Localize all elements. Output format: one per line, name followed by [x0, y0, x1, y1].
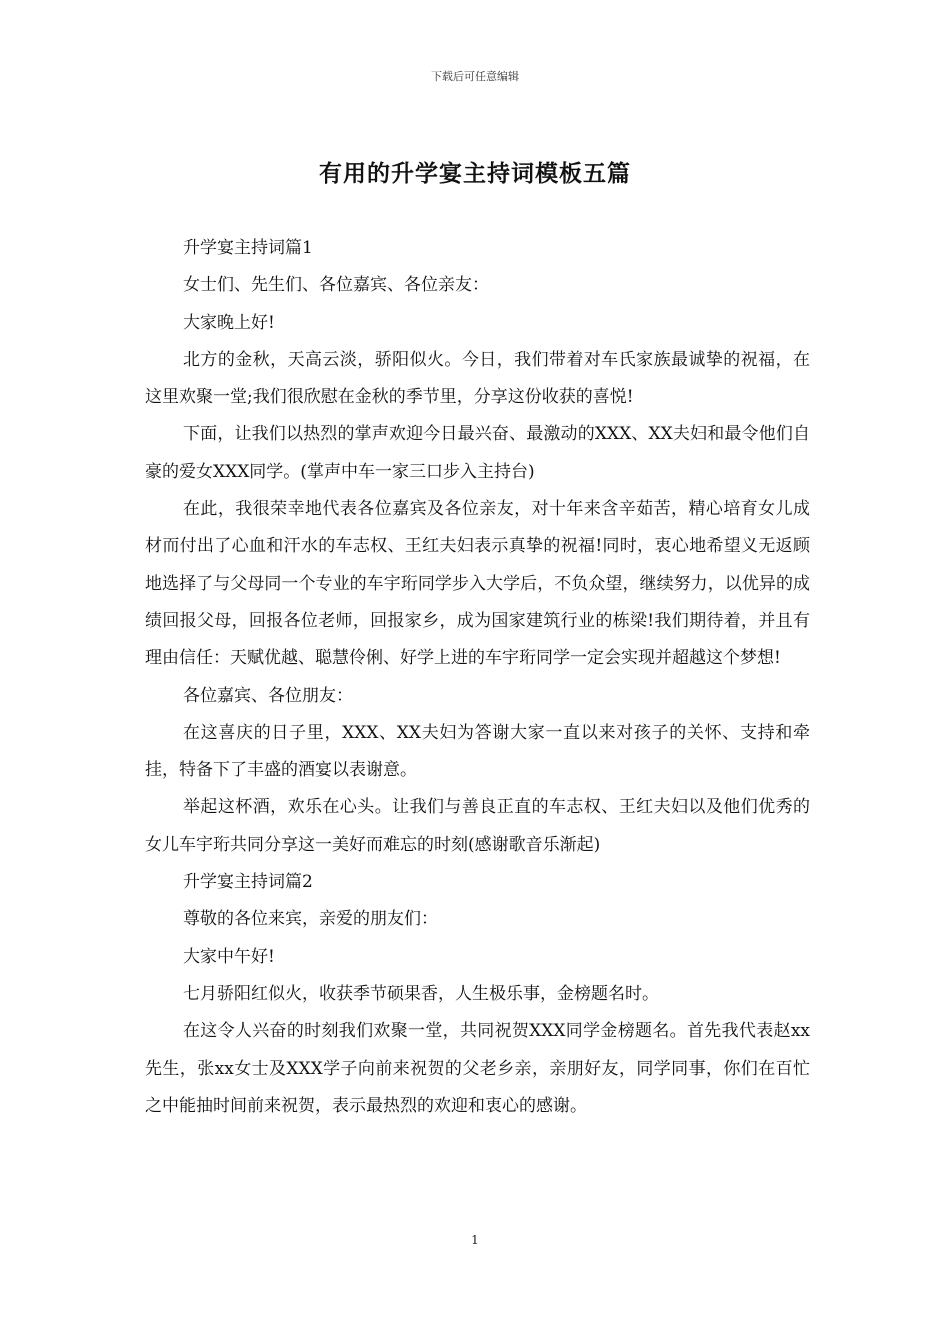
page-number: 1: [471, 1233, 479, 1247]
paragraph: 大家中午好!: [183, 946, 275, 967]
paragraph: 七月骄阳红似火，收获季节硕果香，人生极乐事，金榜题名时。: [183, 983, 659, 1004]
paragraph: 大家晚上好!: [183, 312, 275, 333]
paragraph: 下面，让我们以热烈的掌声欢迎今日最兴奋、最激动的XXX、XX夫妇和最令他们自豪的爱女XXX同学。(掌声中车一家三口步入主持台): [145, 424, 810, 482]
paragraph: 各位嘉宾、各位朋友：: [183, 685, 353, 706]
paragraph: 在这令人兴奋的时刻我们欢聚一堂，共同祝贺XXX同学金榜题名。首先我代表赵xx先生，张xx女士及XXX学子向前来祝贺的父老乡亲，亲朋好友，同学同事，你们在百忙之中能抽时间前来祝贺，表示最热烈的欢迎和衷心的感谢。: [145, 1021, 810, 1116]
paragraph: 尊敬的各位来宾，亲爱的朋友们：: [183, 909, 438, 930]
section-heading: 升学宴主持词篇1: [183, 238, 313, 258]
paragraph: 在此，我很荣幸地代表各位嘉宾及各位亲友，对十年来含辛茹苦，精心培育女儿成材而付出了心血和汗水的车志权、王红夫妇表示真挚的祝福!同时，衷心地希望义无返顾地选择了与父母同一个专业的车宇珩同学步入大学后，不负众望，继续努力，以优异的成绩回报父母，回报各位老师，回报家乡，成为国家建筑行业的栋梁!我们期待着，并且有理由信任：天赋优越、聪慧伶俐、好学上进的车宇珩同学一定会实现并超越这个梦想!: [145, 499, 810, 669]
document-body: [145, 230, 810, 1125]
header-note: 下载后可任意编辑: [431, 70, 519, 83]
paragraph: 在这喜庆的日子里，XXX、XX夫妇为答谢大家一直以来对孩子的关怀、支持和牵挂，特备下了丰盛的酒宴以表谢意。: [145, 722, 810, 781]
section-heading: 升学宴主持词篇2: [183, 872, 313, 893]
document-title: 有用的升学宴主持词模板五篇: [319, 161, 631, 187]
paragraph: 举起这杯酒，欢乐在心头。让我们与善良正直的车志权、王红夫妇以及他们优秀的女儿车宇珩共同分享这一美好而难忘的时刻(感谢歌音乐渐起): [145, 797, 810, 855]
paragraph: 女士们、先生们、各位嘉宾、各位亲友：: [183, 275, 489, 296]
paragraph: 北方的金秋，天高云淡，骄阳似火。今日，我们带着对车氏家族最诚挚的祝福，在这里欢聚一堂;我们很欣慰在金秋的季节里，分享这份收获的喜悦!: [145, 349, 810, 408]
